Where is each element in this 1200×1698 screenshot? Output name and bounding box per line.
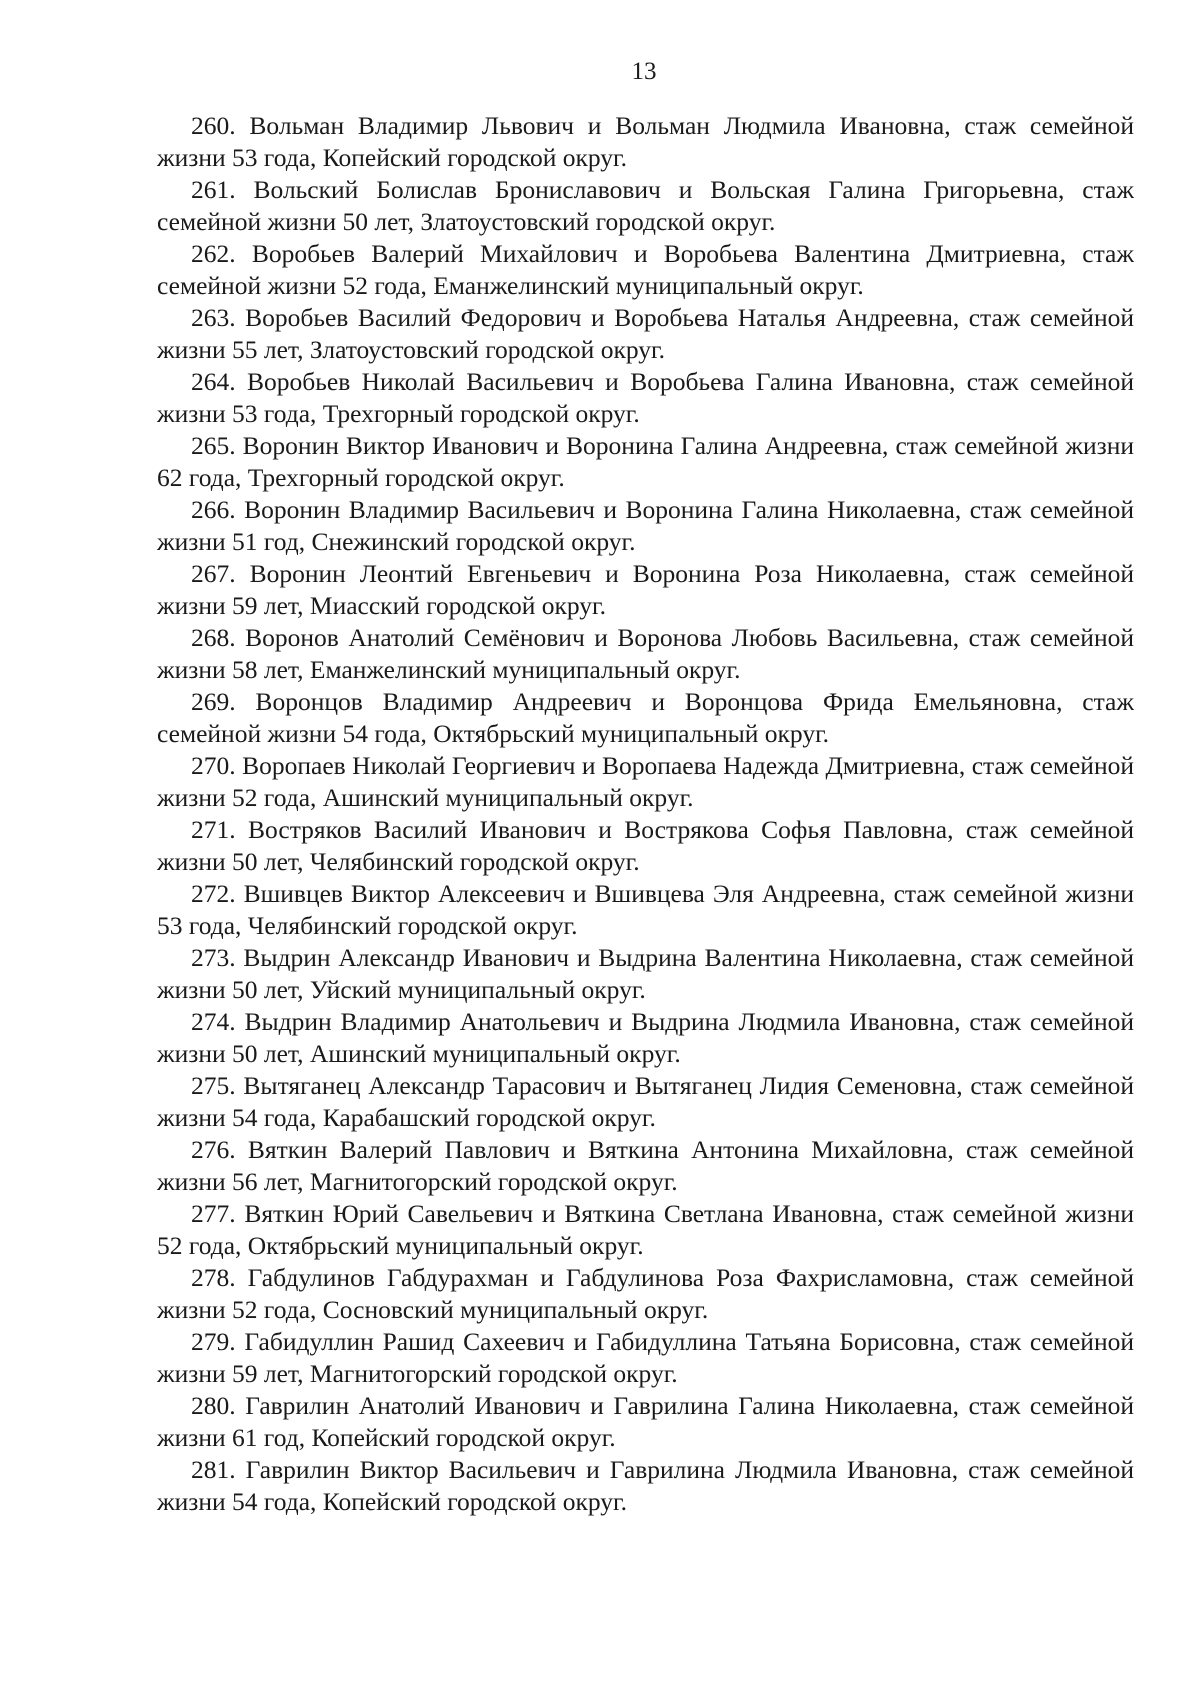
list-item: 264. Воробьев Николай Васильевич и Воробьева Галина Ивановна, стаж семейной жизни 53 года, Трехгорный городской округ. bbox=[157, 367, 1134, 428]
list-item: 274. Выдрин Владимир Анатольевич и Выдрина Людмила Ивановна, стаж семейной жизни 50 лет, Ашинский муниципальный округ. bbox=[157, 1007, 1134, 1068]
list-item: 267. Воронин Леонтий Евгеньевич и Воронина Роза Николаевна, стаж семейной жизни 59 лет, Миасский городской округ. bbox=[157, 559, 1134, 620]
list-item: 268. Воронов Анатолий Семёнович и Воронова Любовь Васильевна, стаж семейной жизни 58 лет, Еманжелинский муниципальный округ. bbox=[157, 623, 1134, 684]
list-item: 261. Вольский Болислав Брониславович и Вольская Галина Григорьевна, стаж семейной жизни 50 лет, Златоустовский городской округ. bbox=[157, 175, 1134, 236]
list-item: 266. Воронин Владимир Васильевич и Воронина Галина Николаевна, стаж семейной жизни 51 год, Снежинский городской округ. bbox=[157, 495, 1134, 556]
list-item: 269. Воронцов Владимир Андреевич и Воронцова Фрида Емельяновна, стаж семейной жизни 54 года, Октябрьский муниципальный округ. bbox=[157, 687, 1134, 748]
list-item: 271. Востряков Василий Иванович и Вострякова Софья Павловна, стаж семейной жизни 50 лет, Челябинский городской округ. bbox=[157, 815, 1134, 876]
list-item: 278. Габдулинов Габдурахман и Габдулинова Роза Фахрисламовна, стаж семейной жизни 52 года, Сосновский муниципальный округ. bbox=[157, 1263, 1134, 1324]
list-item: 272. Вшивцев Виктор Алексеевич и Вшивцева Эля Андреевна, стаж семейной жизни 53 года, Челябинский городской округ. bbox=[157, 879, 1134, 940]
list-item: 270. Воропаев Николай Георгиевич и Воропаева Надежда Дмитриевна, стаж семейной жизни 52 года, Ашинский муниципальный округ. bbox=[157, 751, 1134, 812]
list-item: 280. Гаврилин Анатолий Иванович и Гаврилина Галина Николаевна, стаж семейной жизни 61 год, Копейский городской округ. bbox=[157, 1391, 1134, 1452]
list-item: 276. Вяткин Валерий Павлович и Вяткина Антонина Михайловна, стаж семейной жизни 56 лет, Магнитогорский городской округ. bbox=[157, 1135, 1134, 1196]
list-item: 260. Вольман Владимир Львович и Вольман Людмила Ивановна, стаж семейной жизни 53 года, Копейский городской округ. bbox=[157, 111, 1134, 172]
page-number: 13 bbox=[631, 58, 657, 85]
entries-list bbox=[157, 110, 1134, 1518]
list-item: 277. Вяткин Юрий Савельевич и Вяткина Светлана Ивановна, стаж семейной жизни 52 года, Октябрьский муниципальный округ. bbox=[157, 1199, 1134, 1260]
list-item: 263. Воробьев Василий Федорович и Воробьева Наталья Андреевна, стаж семейной жизни 55 лет, Златоустовский городской округ. bbox=[157, 303, 1134, 364]
list-item: 273. Выдрин Александр Иванович и Выдрина Валентина Николаевна, стаж семейной жизни 50 лет, Уйский муниципальный округ. bbox=[157, 943, 1134, 1004]
list-item: 281. Гаврилин Виктор Васильевич и Гаврилина Людмила Ивановна, стаж семейной жизни 54 года, Копейский городской округ. bbox=[157, 1455, 1134, 1516]
list-item: 265. Воронин Виктор Иванович и Воронина Галина Андреевна, стаж семейной жизни 62 года, Трехгорный городской округ. bbox=[157, 431, 1134, 492]
list-item: 262. Воробьев Валерий Михайлович и Воробьева Валентина Дмитриевна, стаж семейной жизни 52 года, Еманжелинский муниципальный округ. bbox=[157, 239, 1134, 300]
list-item: 279. Габидуллин Рашид Сахеевич и Габидуллина Татьяна Борисовна, стаж семейной жизни 59 лет, Магнитогорский городской округ. bbox=[157, 1327, 1134, 1388]
list-item: 275. Вытяганец Александр Тарасович и Вытяганец Лидия Семеновна, стаж семейной жизни 54 года, Карабашский городской округ. bbox=[157, 1071, 1134, 1132]
